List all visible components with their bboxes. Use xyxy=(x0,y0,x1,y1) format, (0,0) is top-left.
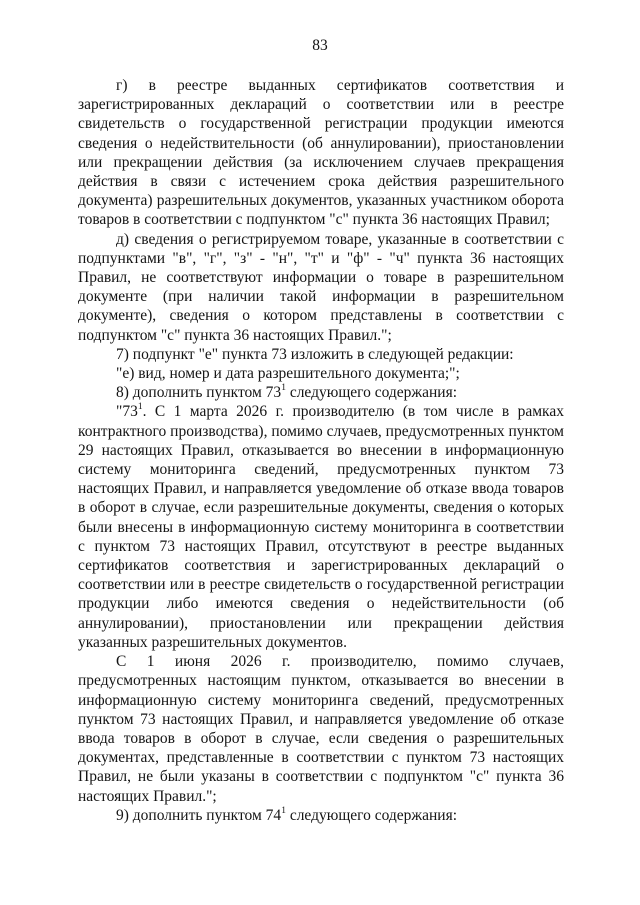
paragraph-item-8 xyxy=(78,383,564,402)
paragraph-item-g: г) в реестре выданных сертификатов соответствия и зарегистрированных деклараций о соответствии или в реестре свидетельств о государственной регистрации продукции имеются сведения о недействительности (об аннулировании), приостановлении или прекращении действия (за исключением случаев прекращения действия в связи с истечением срока действия разрешительного документа) разрешительных документов, указанных участником оборота товаров в соответствии с подпунктом "с" пункта 36 настоящих Правил; xyxy=(78,77,564,229)
paragraph-text: . С 1 марта 2026 г. производителю (в том числе в рамках контрактного производства), помимо случаев, предусмотренных пунктом 29 настоящих Правил, отказывается во внесении в информационную систему мониторинга сведений, предусмотренных пунктом 73 настоящих Правил, и направляется уведомление об отказе ввода товаров в оборот в случае, если разрешительные документы, сведения о которых были внесены в информационную систему мониторинга в соответствии с пунктом 73 настоящих Правил, отсутствуют в реестре выданных сертификатов соответствия и зарегистрированных деклараций о соответствии или в реестре свидетельств о государственной регистрации продукции либо имеются сведения о недействительности (об аннулировании), приостановлении или прекращении действия указанных разрешительных документов. xyxy=(78,403,564,651)
paragraph-text: следующего содержания: xyxy=(285,384,458,402)
page-number: 83 xyxy=(312,37,328,54)
paragraph-item-d: д) сведения о регистрируемом товаре, указанные в соответствии с подпунктами "в", "г", "з" - "н", "т" и "ф" - "ч" пункта 36 настоящих Правил, не соответствуют информации о товаре в разрешительном документе (при наличии такой информации в разрешительном документе), сведения о котором представлены в соответствии с подпунктом "с" пункта 36 настоящих Правил."; xyxy=(78,230,564,344)
document-body xyxy=(78,76,564,825)
paragraph-item-e: "е) вид, номер и дата разрешительного документа;"; xyxy=(116,365,460,383)
paragraph-text: следующего содержания: xyxy=(285,806,458,824)
superscript: 1 xyxy=(137,402,143,413)
paragraph-item-9 xyxy=(78,806,564,825)
paragraph-text: "73 xyxy=(116,403,138,421)
superscript: 1 xyxy=(281,805,286,816)
paragraph-item-7: 7) подпункт "е" пункта 73 изложить в следующей редакции: xyxy=(116,345,514,363)
paragraph-june-2026: С 1 июня 2026 г. производителю, помимо случаев, предусмотренных настоящим пунктом, отказывается во внесении в информационную систему мониторинга сведений, предусмотренных пунктом 73 настоящих Правил, и направляется уведомление об отказе ввода товаров в оборот в случае, если сведения о разрешительных документах, представленные в соответствии с пунктом 73 настоящих Правил, не были указаны в соответствии с подпунктом "с" пункта 36 настоящих Правил."; xyxy=(78,653,564,805)
paragraph-item-73-1 xyxy=(78,402,564,652)
paragraph-text: 9) дополнить пунктом 74 xyxy=(116,806,282,824)
superscript: 1 xyxy=(281,383,286,394)
paragraph-text: 8) дополнить пунктом 73 xyxy=(116,384,282,402)
